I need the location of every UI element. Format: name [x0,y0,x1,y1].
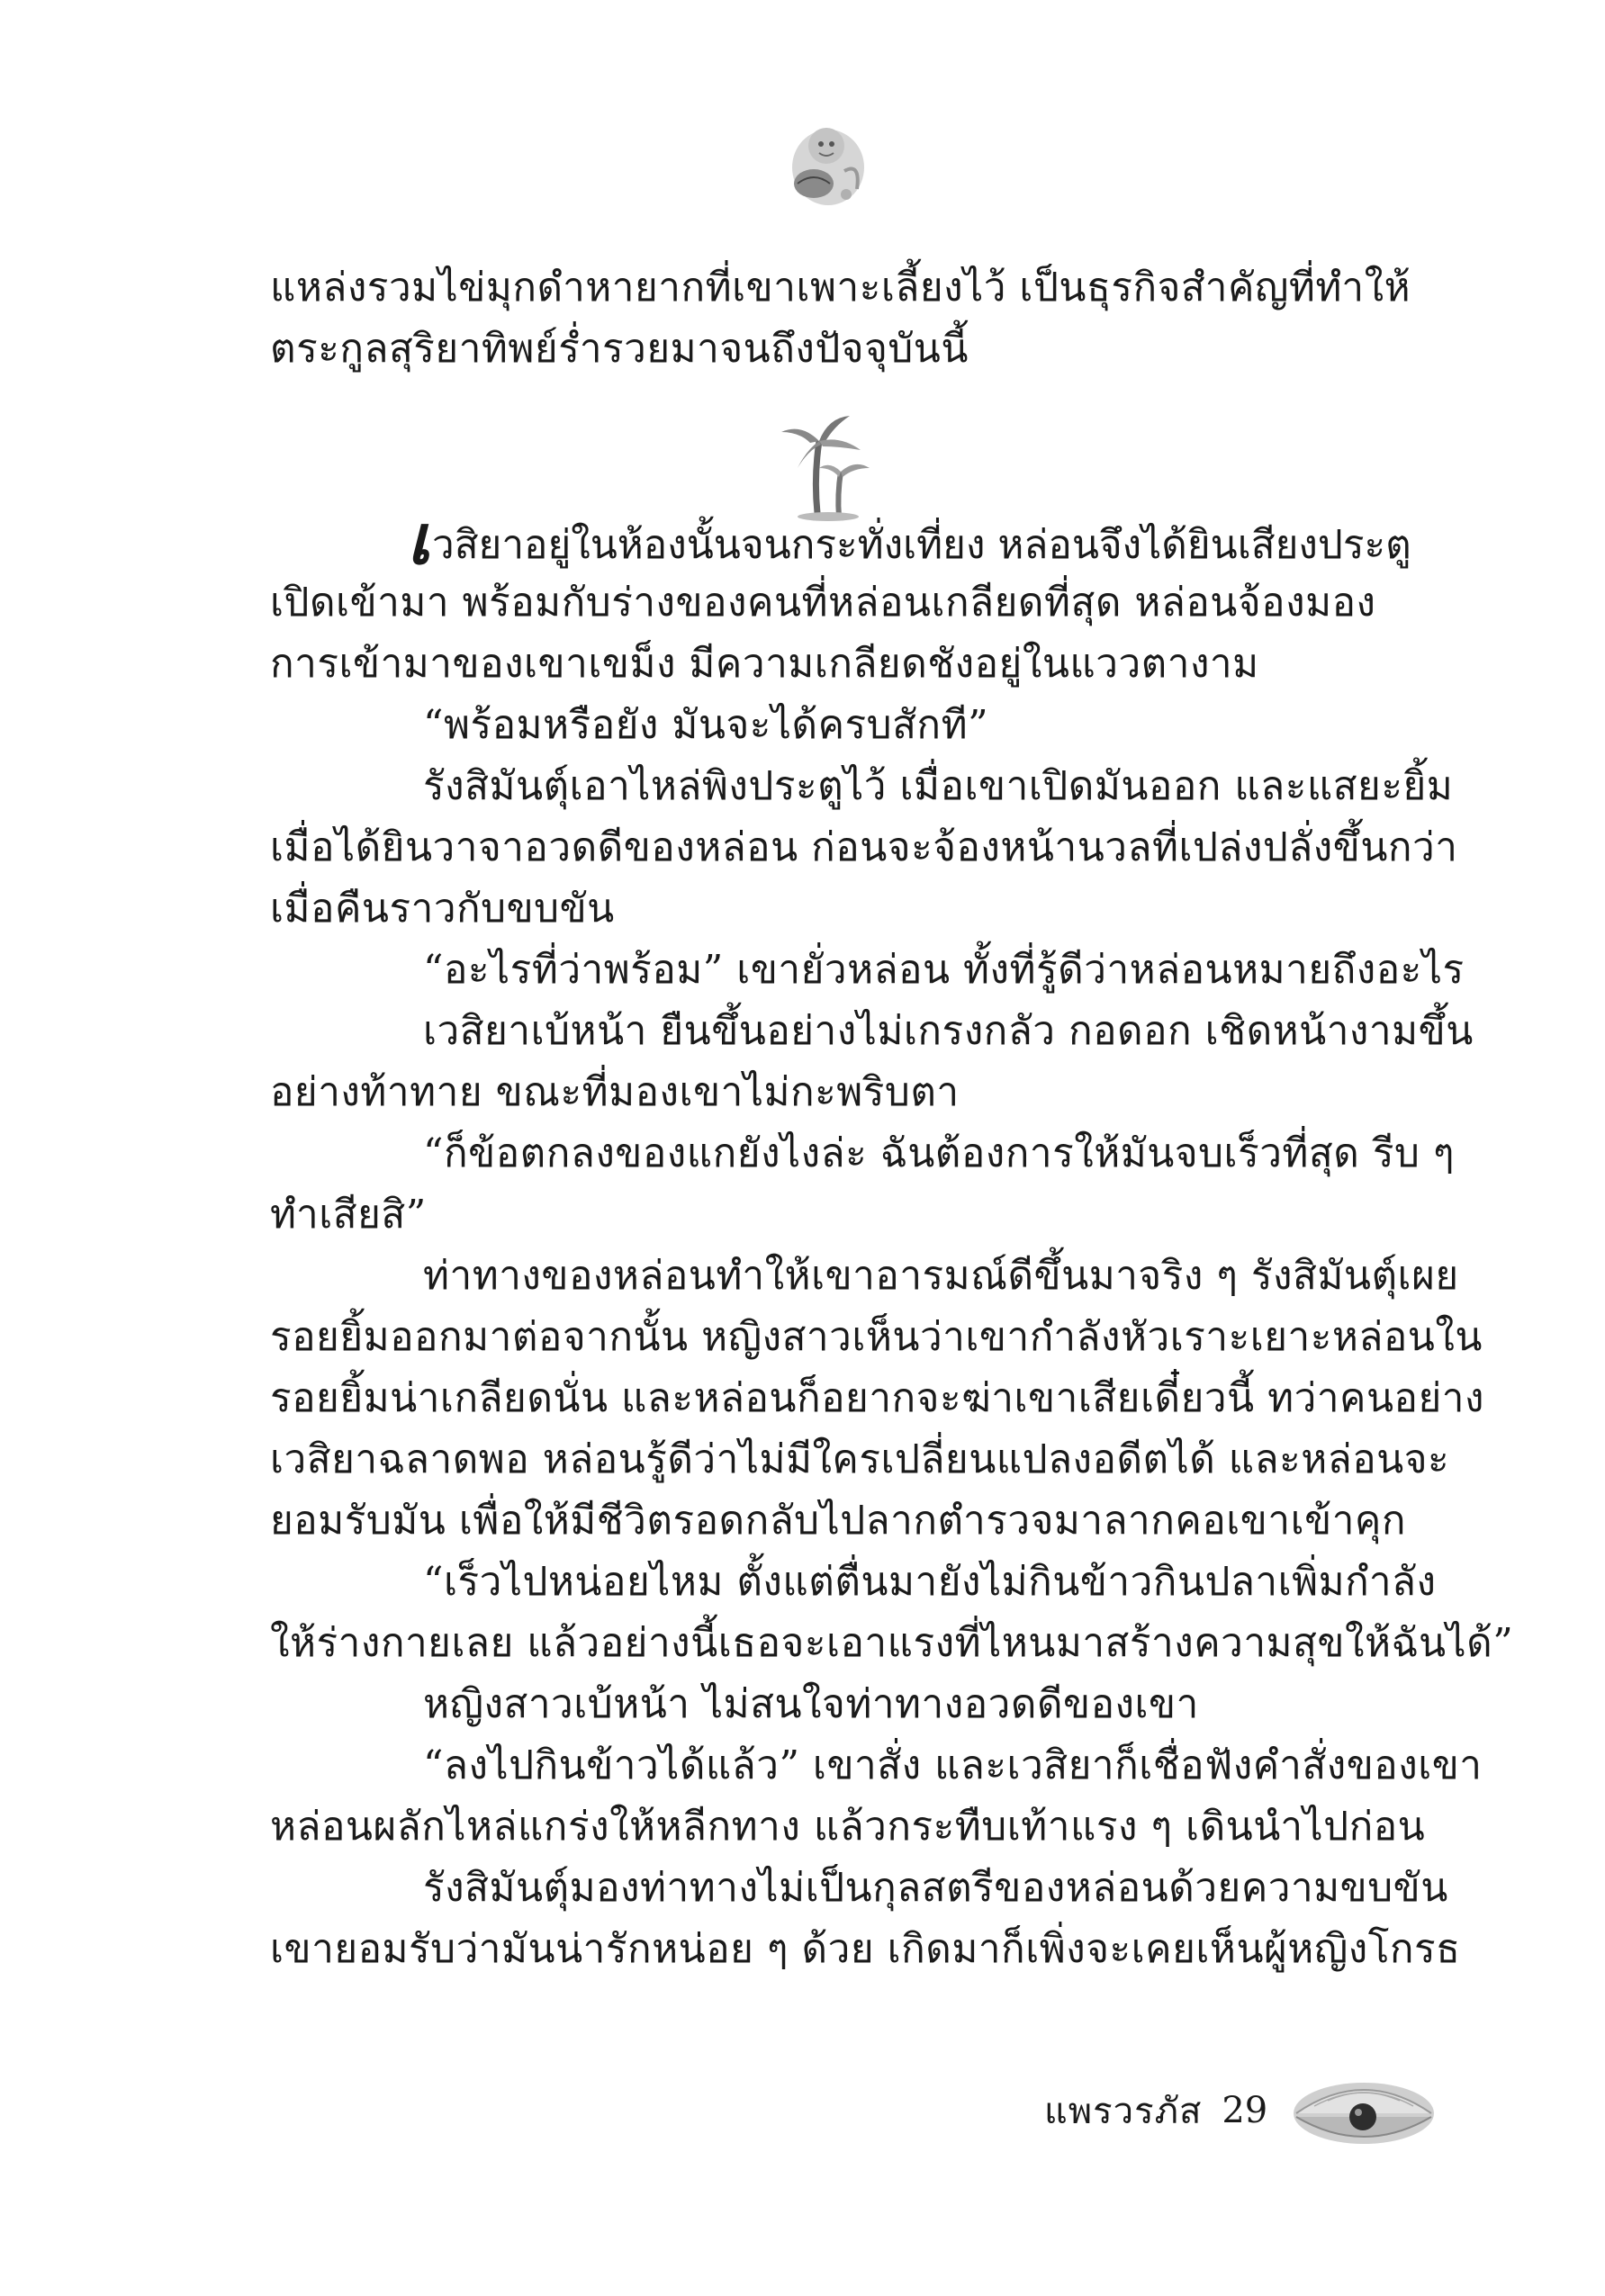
paragraph-line: ทำเสียสิ” [270,1192,427,1238]
paragraph-line: ยอมรับมัน เพื่อให้มีชีวิตรอดกลับไปลากตำรวจมาลากคอเขาเข้าคุก [270,1498,1406,1544]
page-number: 29 [1222,2090,1268,2131]
paragraph-line: “พร้อมหรือยัง มันจะได้ครบสักที” [423,702,989,748]
paragraph-line: หญิงสาวเบ้หน้า ไม่สนใจท่าทางอวดดีของเขา [423,1681,1199,1727]
paragraph-line: การเข้ามาของเขาเขม็ง มีความเกลียดชังอยู่ในแววตางาม [270,641,1259,687]
paragraph-line: “ก็ข้อตกลงของแกยังไงล่ะ ฉันต้องการให้มันจบเร็วที่สุด รีบ ๆ [423,1130,1456,1176]
paragraph-line: แหล่งรวมไข่มุกดำหายากที่เขาเพาะเลี้ยงไว้ เป็นธุรกิจสำคัญที่ทำให้ [270,265,1411,311]
paragraph-line: เวสิยาเบ้หน้า ยืนขึ้นอย่างไม่เกรงกลัว กอดอก เชิดหน้างามขึ้น [423,1008,1474,1054]
paragraph-line: วสิยาอยู่ในห้องนั้นจนกระทั่งเที่ยง หล่อนจึงได้ยินเสียงประตู [431,522,1411,568]
paragraph-line: อย่างท้าทาย ขณะที่มองเขาไม่กะพริบตา [270,1069,960,1115]
drop-cap: เ [407,500,430,580]
paragraph-line: หล่อนผลักไหล่แกร่งให้หลีกทาง แล้วกระทืบเท้าแรง ๆ เดินนำไปก่อน [270,1804,1426,1850]
paragraph-line: รอยยิ้มออกมาต่อจากนั้น หญิงสาวเห็นว่าเขากำลังหัวเราะเยาะหล่อนใน [270,1314,1483,1360]
paragraph-line: ท่าทางของหล่อนทำให้เขาอารมณ์ดีขึ้นมาจริง ๆ รังสิมันตุ์เผย [423,1253,1459,1299]
paragraph-line: เมื่อได้ยินวาจาอวดดีของหล่อน ก่อนจะจ้องหน้านวลที่เปล่งปลั่งขึ้นกว่า [270,824,1458,870]
paragraph-line: เขายอมรับว่ามันน่ารักหน่อย ๆ ด้วย เกิดมาก็เพิ่งจะเคยเห็นผู้หญิงโกรธ [270,1926,1461,1972]
pearl-oyster-icon [1287,2070,1440,2151]
paragraph-line: ตระกูลสุริยาทิพย์ร่ำรวยมาจนถึงปัจจุบันนี้ [270,326,969,372]
paragraph-line: รอยยิ้มน่าเกลียดนั่น และหล่อนก็อยากจะฆ่าเขาเสียเดี๋ยวนี้ ทว่าคนอย่าง [270,1375,1484,1421]
paragraph-line: ให้ร่างกายเลย แล้วอย่างนี้เธอจะเอาแรงที่ไหนมาสร้างความสุขให้ฉันได้” [270,1620,1514,1666]
paragraph-line: รังสิมันตุ์เอาไหล่พิงประตูไว้ เมื่อเขาเปิดมันออก และแสยะยิ้ม [423,763,1454,809]
paragraph-line: เวสิยาฉลาดพอ หล่อนรู้ดีว่าไม่มีใครเปลี่ยนแปลงอดีตได้ และหล่อนจะ [270,1436,1450,1482]
paragraph-line: รังสิมันตุ์มองท่าทางไม่เป็นกุลสตรีของหล่อนด้วยความขบขัน [423,1865,1448,1911]
paragraph-line: เปิดเข้ามา พร้อมกับร่างของคนที่หล่อนเกลียดที่สุด หล่อนจ้องมอง [270,580,1376,626]
dropcap-line [407,500,1411,580]
paragraph-line: “เร็วไปหน่อยไหม ตั้งแต่ตื่นมายังไม่กินข้าวกินปลาเพิ่มกำลัง [423,1559,1437,1605]
footer-book-title: แพรวรภัส [1044,2091,1203,2132]
paragraph-line: “อะไรที่ว่าพร้อม” เขายั่วหล่อน ทั้งที่รู้ดีว่าหล่อนหมายถึงอะไร [423,947,1465,993]
palm-trees-icon [774,396,873,522]
page-footer [1044,2070,1440,2151]
cherub-with-shell-icon [774,108,882,216]
paragraph-line: “ลงไปกินข้าวได้แล้ว” เขาสั่ง และเวสิยาก็เชื่อฟังคำสั่งของเขา [423,1742,1483,1788]
paragraph-line: เมื่อคืนราวกับขบขัน [270,886,615,932]
